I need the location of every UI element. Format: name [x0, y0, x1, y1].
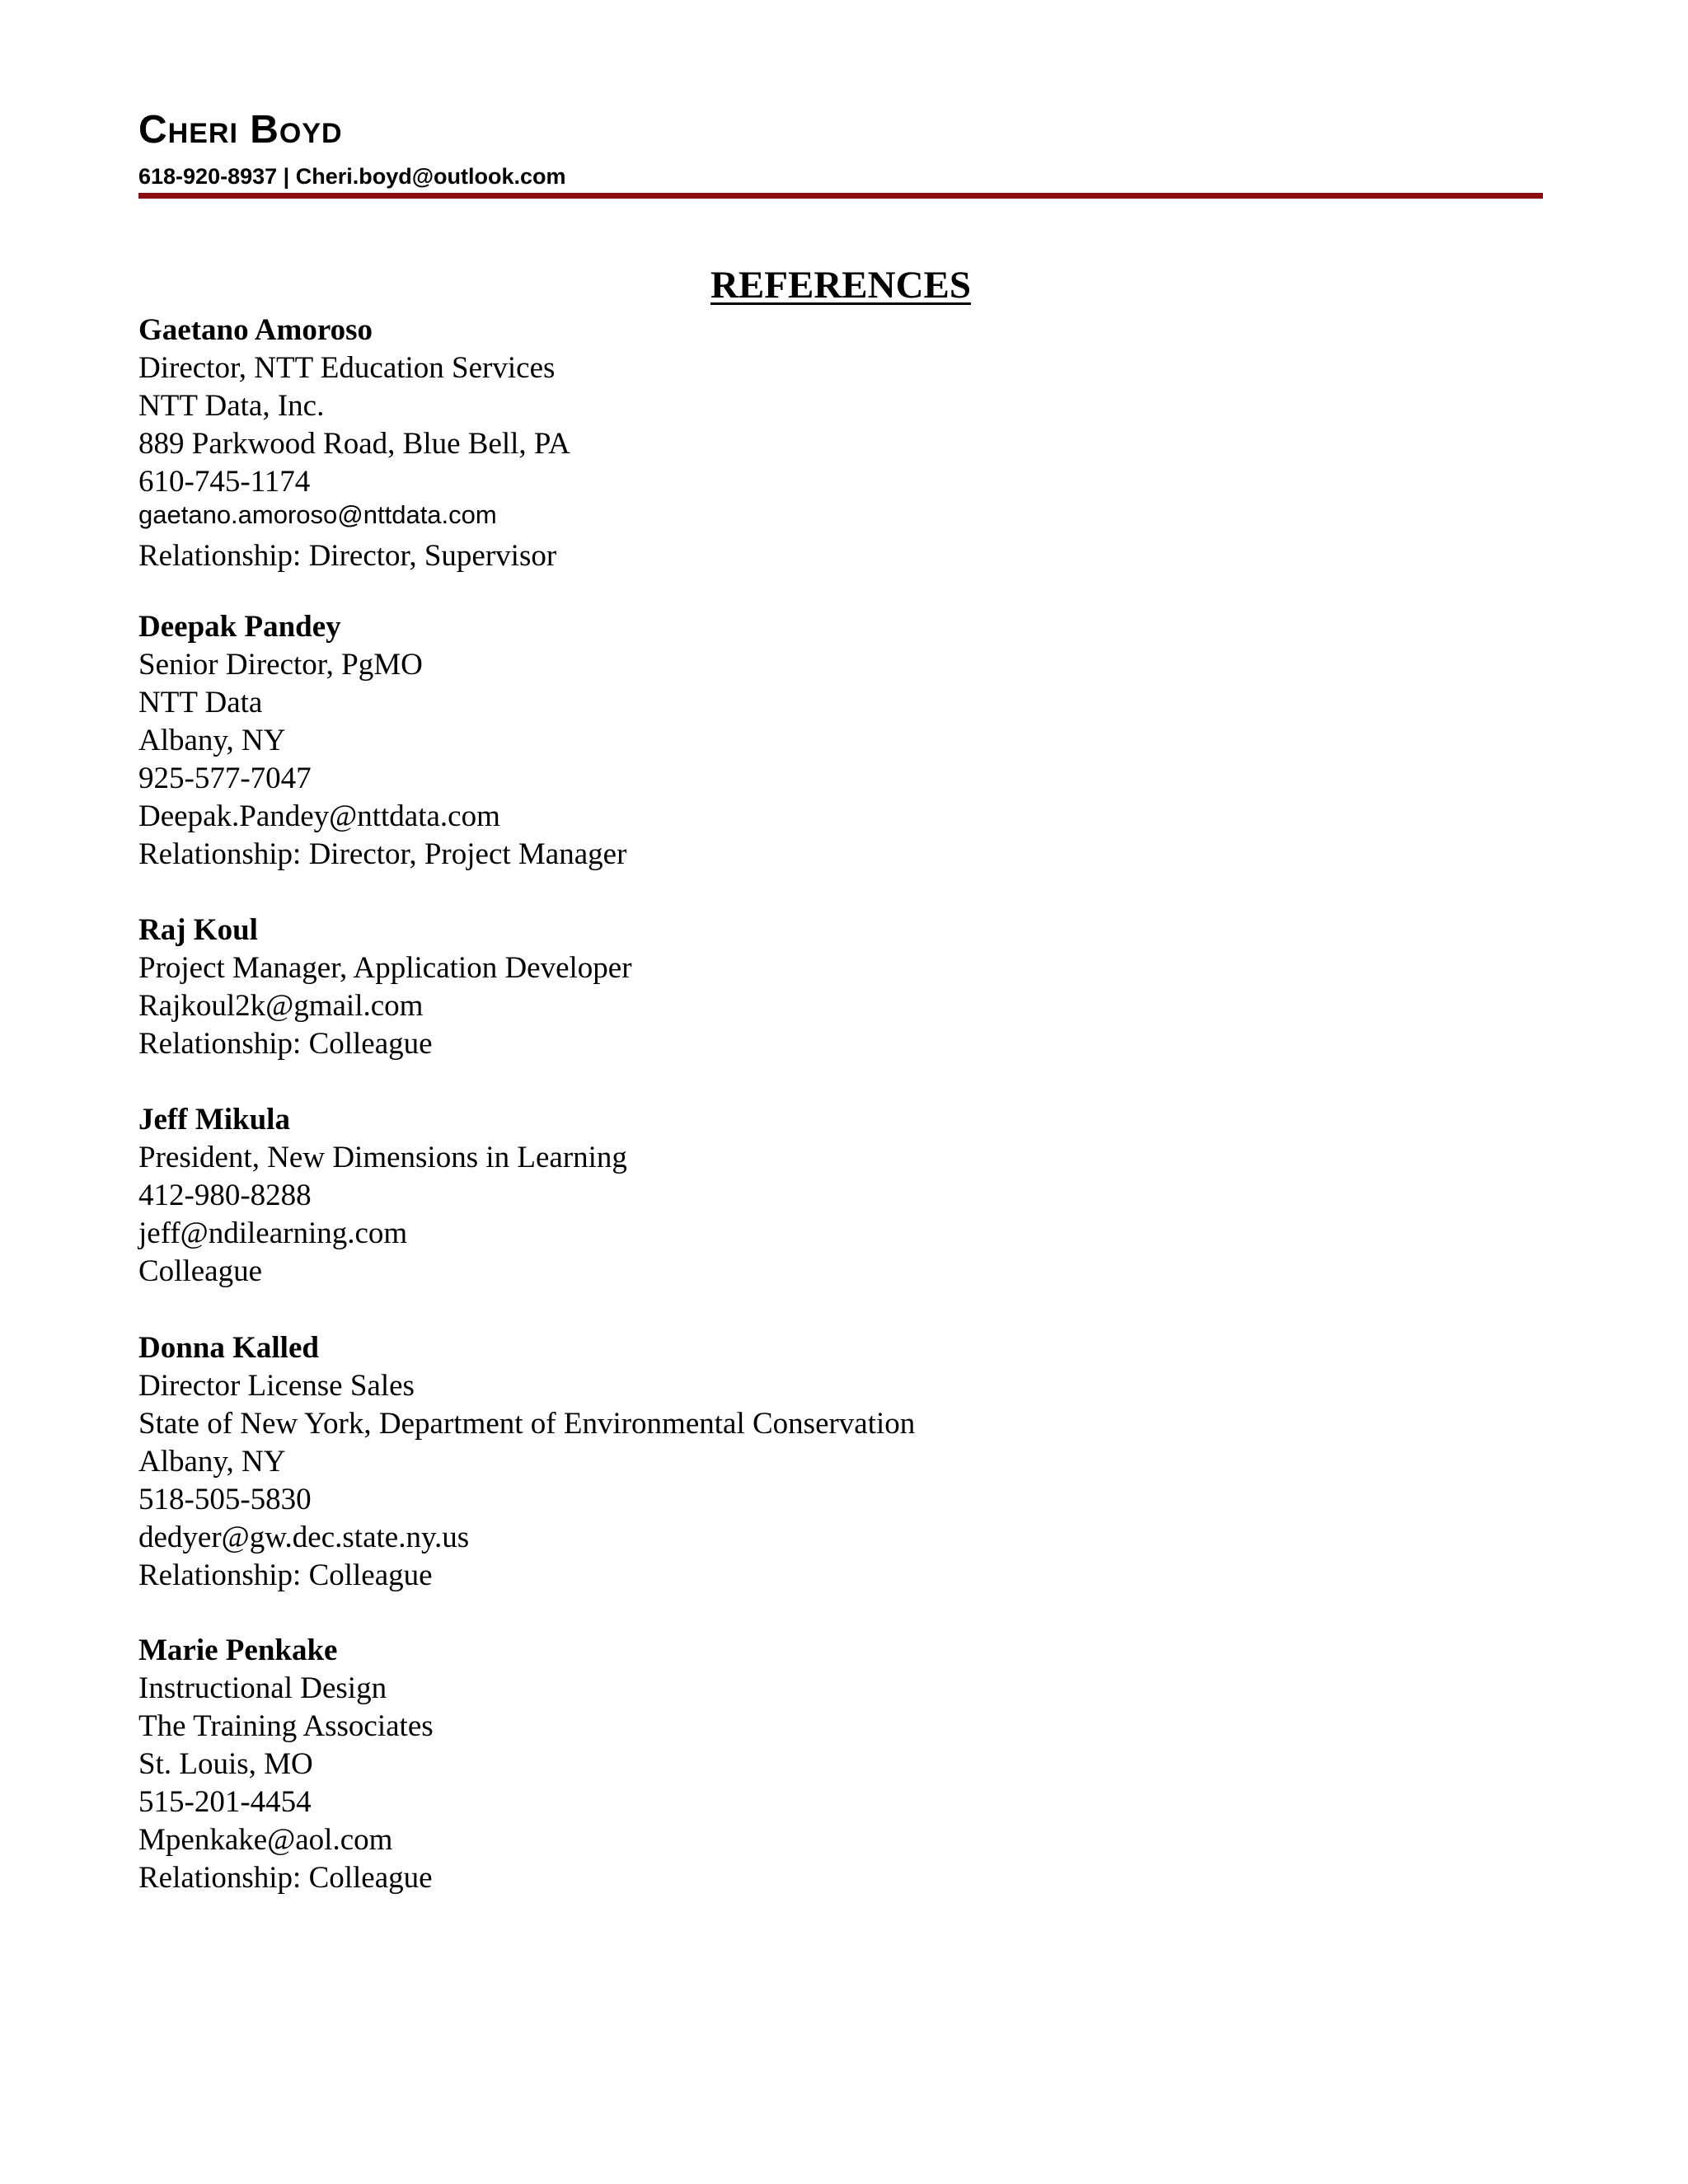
reference-location: Albany, NY	[138, 724, 286, 757]
reference-relationship: Relationship: Colleague	[138, 1861, 433, 1895]
reference-relationship: Relationship: Colleague	[138, 1027, 433, 1061]
reference-title: Senior Director, PgMO	[138, 648, 423, 682]
reference-email: jeff@ndilearning.com	[138, 1216, 408, 1250]
reference-name: Marie Penkake	[138, 1633, 338, 1667]
reference-email: gaetano.amoroso@nttdata.com	[138, 500, 497, 529]
header-divider	[138, 193, 1543, 199]
reference-relationship: Relationship: Director, Project Manager	[138, 837, 627, 871]
reference-email: Mpenkake@aol.com	[138, 1823, 393, 1857]
reference-email: Deepak.Pandey@nttdata.com	[138, 799, 500, 833]
reference-email: Rajkoul2k@gmail.com	[138, 989, 424, 1023]
reference-phone: 412-980-8288	[138, 1179, 312, 1212]
reference-name: Jeff Mikula	[138, 1103, 290, 1137]
reference-organization: State of New York, Department of Environmental Conservation	[138, 1407, 916, 1441]
reference-title: Project Manager, Application Developer	[138, 951, 632, 985]
reference-organization: NTT Data, Inc.	[138, 389, 325, 423]
reference-phone: 925-577-7047	[138, 762, 312, 795]
reference-entry	[138, 312, 570, 575]
reference-phone: 610-745-1174	[138, 465, 311, 499]
reference-organization: The Training Associates	[138, 1709, 434, 1743]
reference-location: St. Louis, MO	[138, 1747, 313, 1781]
reference-relationship: Relationship: Director, Supervisor	[138, 539, 557, 573]
reference-phone: 515-201-4454	[138, 1785, 312, 1819]
reference-entry	[138, 912, 632, 1063]
section-title: REFERENCES	[710, 264, 971, 307]
reference-relationship: Relationship: Colleague	[138, 1558, 433, 1592]
resume-header-name: Cheri Boyd	[138, 108, 343, 152]
reference-phone: 518-505-5830	[138, 1483, 312, 1516]
reference-relationship: Colleague	[138, 1254, 263, 1288]
reference-title: Instructional Design	[138, 1671, 387, 1705]
reference-address: 889 Parkwood Road, Blue Bell, PA	[138, 427, 570, 461]
reference-name: Donna Kalled	[138, 1331, 319, 1365]
reference-email: dedyer@gw.dec.state.ny.us	[138, 1521, 470, 1554]
reference-entry	[138, 1632, 434, 1897]
reference-name: Raj Koul	[138, 913, 258, 947]
reference-entry	[138, 1329, 915, 1595]
reference-name: Gaetano Amoroso	[138, 313, 373, 347]
reference-title: Director, NTT Education Services	[138, 351, 556, 385]
reference-title: Director License Sales	[138, 1369, 415, 1403]
reference-title: President, New Dimensions in Learning	[138, 1141, 627, 1174]
reference-name: Deepak Pandey	[138, 610, 341, 644]
reference-entry	[138, 608, 626, 874]
reference-organization: NTT Data	[138, 686, 263, 719]
resume-header-contact: 618-920-8937 | Cheri.boyd@outlook.com	[138, 164, 566, 189]
reference-entry	[138, 1101, 627, 1291]
reference-location: Albany, NY	[138, 1445, 286, 1479]
